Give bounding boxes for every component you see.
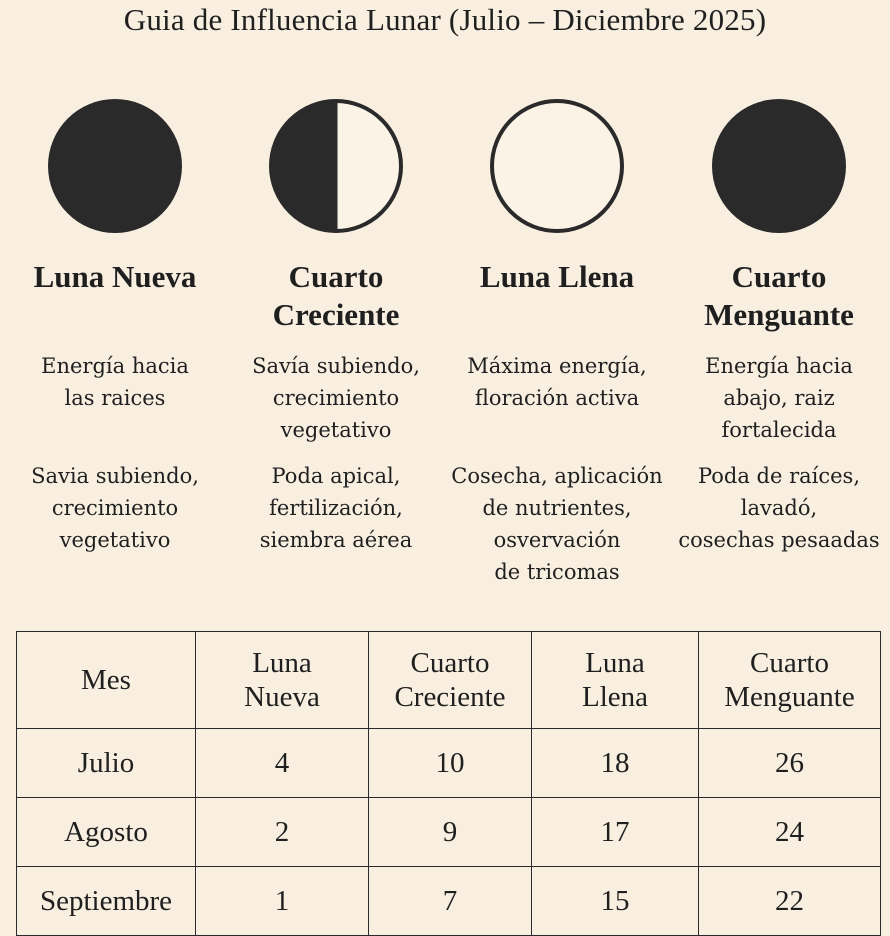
- table-header-row: [17, 632, 881, 729]
- cell-value: 22: [699, 867, 881, 936]
- cell-value: 9: [369, 798, 532, 867]
- phase-energy: Energía hacia abajo, raiz fortalecida: [705, 354, 853, 442]
- last-quarter-moon-icon: [709, 96, 849, 236]
- phase-full-moon: [446, 96, 668, 588]
- cell-value: 18: [532, 729, 699, 798]
- cell-month: Julio: [17, 729, 196, 798]
- cell-value: 1: [196, 867, 369, 936]
- cell-value: 7: [369, 867, 532, 936]
- phase-tasks: Poda apical, fertilización, siembra aérea: [259, 464, 413, 552]
- header-luna-nueva: Luna Nueva: [196, 632, 369, 729]
- table-row: [17, 729, 881, 798]
- cell-value: 17: [532, 798, 699, 867]
- table-row: [17, 798, 881, 867]
- cell-value: 10: [369, 729, 532, 798]
- phase-last-quarter: [668, 96, 890, 556]
- header-mes: Mes: [17, 632, 196, 729]
- phase-energy: Energía hacia las raices: [41, 354, 189, 410]
- phase-tasks: Poda de raíces, lavadó, cosechas pesaadas: [678, 464, 880, 552]
- cell-value: 26: [699, 729, 881, 798]
- new-moon-icon: [45, 96, 185, 236]
- page-title: Guia de Influencia Lunar (Julio – Diciembre 2025): [123, 2, 767, 37]
- header-luna-llena: Luna Llena: [532, 632, 699, 729]
- phase-name: Luna Llena: [479, 259, 635, 294]
- phase-name: Luna Nueva: [33, 259, 197, 294]
- phase-tasks: Cosecha, aplicación de nutrientes, osvervación de tricomas: [451, 464, 663, 584]
- cell-month: Septiembre: [17, 867, 196, 936]
- table-row: [17, 867, 881, 936]
- header-cuarto-creciente: Cuarto Creciente: [369, 632, 532, 729]
- moon-phases: [0, 96, 890, 596]
- cell-value: 2: [196, 798, 369, 867]
- phase-energy: Máxima energía, floración activa: [467, 354, 647, 410]
- header-cuarto-menguante: Cuarto Menguante: [699, 632, 881, 729]
- cell-value: 15: [532, 867, 699, 936]
- cell-month: Agosto: [17, 798, 196, 867]
- phase-energy: Savía subiendo, crecimiento vegetativo: [252, 354, 420, 442]
- phase-first-quarter: [225, 96, 447, 556]
- phase-new-moon: [4, 96, 226, 556]
- phase-name: Cuarto Menguante: [704, 259, 854, 332]
- full-moon-icon: [487, 96, 627, 236]
- cell-value: 4: [196, 729, 369, 798]
- phase-tasks: Savia subiendo, crecimiento vegetativo: [31, 464, 199, 552]
- cell-value: 24: [699, 798, 881, 867]
- first-quarter-moon-icon: [266, 96, 406, 236]
- phase-name: Cuarto Creciente: [272, 259, 400, 332]
- lunar-calendar-table: [16, 631, 881, 936]
